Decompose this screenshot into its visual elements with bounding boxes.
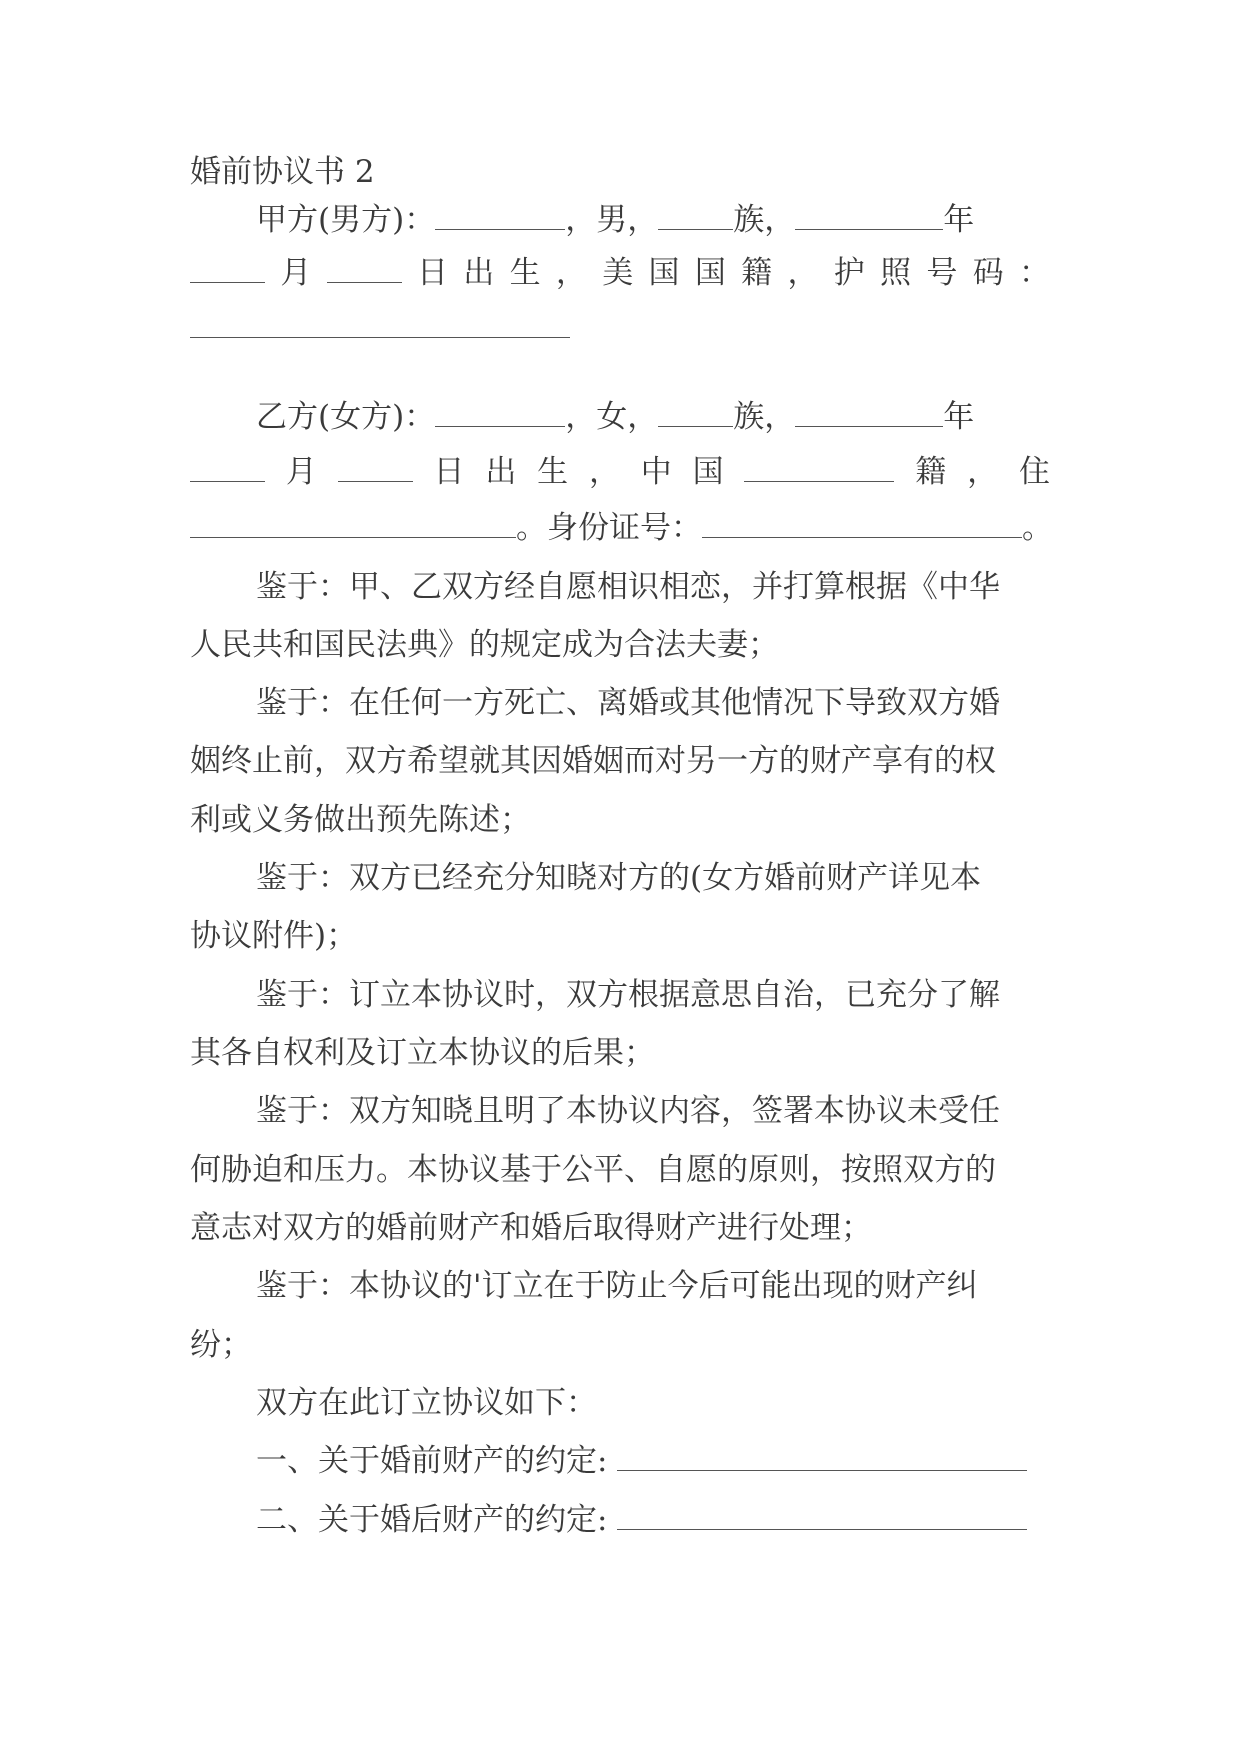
clause-1 bbox=[256, 1441, 1050, 1481]
party-a-line-1 bbox=[256, 200, 1050, 240]
party-b-tail-char: 籍 bbox=[915, 454, 947, 490]
party-b-month-label: 月 bbox=[285, 454, 317, 490]
party-b-line-2 bbox=[190, 452, 1050, 492]
party-a-label: 甲方(男方)： bbox=[256, 202, 436, 238]
whereas-6-line-2: 纷； bbox=[190, 1327, 252, 1363]
party-a-birth-char: ， bbox=[787, 255, 819, 291]
party-a-birth-char: 生 bbox=[509, 255, 541, 291]
party-b-birth-char: ， bbox=[588, 454, 620, 490]
party-a-birth-char: ， bbox=[555, 255, 587, 291]
party-b-month-blank[interactable] bbox=[190, 455, 265, 482]
party-a-name-blank[interactable] bbox=[435, 203, 565, 230]
party-b-tail-char: ， bbox=[967, 454, 999, 490]
whereas-2-line-1: 鉴于：在任何一方死亡、离婚或其他情况下导致双方婚 bbox=[256, 685, 1000, 721]
party-a-birth-char: 照 bbox=[880, 255, 912, 291]
party-a-line-2 bbox=[190, 253, 1050, 293]
whereas-5-line-1: 鉴于：双方知晓且明了本协议内容，签署本协议未受任 bbox=[256, 1093, 1000, 1129]
party-a-birth-char: ： bbox=[1019, 255, 1050, 291]
party-b-gender: ，女， bbox=[565, 399, 659, 435]
party-b-line-3 bbox=[190, 508, 1053, 548]
party-b-address-blank[interactable] bbox=[190, 511, 516, 538]
party-a-year-label: 年 bbox=[943, 202, 975, 238]
party-a-birth-char: 码 bbox=[972, 255, 1004, 291]
party-a-birth-char: 出 bbox=[463, 255, 495, 291]
party-a-line-3 bbox=[190, 308, 1050, 348]
party-b-birth-char: 出 bbox=[485, 454, 517, 490]
party-b-ethnic-label: 族， bbox=[733, 399, 796, 435]
party-a-birth-char: 国 bbox=[648, 255, 680, 291]
clause-2-label: 二、关于婚后财产的约定: bbox=[256, 1502, 608, 1538]
party-a-month-blank[interactable] bbox=[190, 256, 265, 283]
party-b-tail-char: 住 bbox=[1018, 454, 1050, 490]
whereas-4-line-1: 鉴于：订立本协议时，双方根据意思自治，已充分了解 bbox=[256, 977, 1000, 1013]
clause-1-blank[interactable] bbox=[617, 1444, 1027, 1471]
party-b-birth-char: 中 bbox=[640, 454, 672, 490]
party-a-day-blank[interactable] bbox=[327, 256, 402, 283]
whereas-3-line-2: 协议附件)； bbox=[190, 918, 358, 954]
party-b-ethnic-blank[interactable] bbox=[658, 400, 733, 427]
party-a-ethnic-label: 族， bbox=[733, 202, 796, 238]
party-a-birth-char: 国 bbox=[694, 255, 726, 291]
party-a-ethnic-blank[interactable] bbox=[658, 203, 733, 230]
whereas-4-line-2: 其各自权利及订立本协议的后果； bbox=[190, 1035, 655, 1071]
whereas-1-line-1: 鉴于：甲、乙双方经自愿相识相恋，并打算根据《中华 bbox=[256, 569, 1000, 605]
whereas-2-line-2: 姻终止前，双方希望就其因婚姻而对另一方的财产享有的权 bbox=[190, 743, 996, 779]
whereas-6-line-1: 鉴于：本协议的'订立在于防止今后可能出现的财产纠 bbox=[256, 1268, 978, 1304]
whereas-5-line-3: 意志对双方的婚前财产和婚后取得财产进行处理； bbox=[190, 1210, 872, 1246]
clause-1-label: 一、关于婚前财产的约定: bbox=[256, 1443, 608, 1479]
party-a-birth-char: 籍 bbox=[741, 255, 773, 291]
party-b-birth-char: 日 bbox=[433, 454, 465, 490]
party-b-nationality-blank[interactable] bbox=[744, 455, 894, 482]
document-title: 婚前协议书 2 bbox=[190, 154, 375, 190]
party-b-birth-char: 生 bbox=[537, 454, 569, 490]
party-b-name-blank[interactable] bbox=[435, 400, 565, 427]
party-a-month-label: 月 bbox=[280, 255, 312, 291]
party-b-id-label: 。身份证号： bbox=[516, 510, 702, 546]
party-b-birth-char: 国 bbox=[692, 454, 724, 490]
party-b-line-1 bbox=[256, 397, 1050, 437]
clause-2-blank[interactable] bbox=[617, 1503, 1027, 1530]
whereas-2-line-3: 利或义务做出预先陈述； bbox=[190, 802, 531, 838]
party-a-passport-blank[interactable] bbox=[190, 311, 570, 338]
party-a-birth-char: 日 bbox=[416, 255, 448, 291]
party-a-year-blank[interactable] bbox=[795, 203, 943, 230]
party-b-year-label: 年 bbox=[943, 399, 975, 435]
party-b-day-blank[interactable] bbox=[338, 455, 413, 482]
party-b-end: 。 bbox=[1022, 510, 1053, 546]
agreement-intro: 双方在此订立协议如下： bbox=[256, 1385, 597, 1421]
party-a-gender: ，男， bbox=[565, 202, 659, 238]
whereas-3-line-1: 鉴于：双方已经充分知晓对方的(女方婚前财产详见本 bbox=[256, 860, 982, 896]
clause-2 bbox=[256, 1500, 1050, 1540]
party-a-birth-char: 美 bbox=[602, 255, 634, 291]
party-b-year-blank[interactable] bbox=[795, 400, 943, 427]
party-b-label: 乙方(女方)： bbox=[256, 399, 436, 435]
whereas-1-line-2: 人民共和国民法典》的规定成为合法夫妻； bbox=[190, 627, 779, 663]
party-a-birth-char: 号 bbox=[926, 255, 958, 291]
party-b-id-blank[interactable] bbox=[702, 511, 1022, 538]
party-a-birth-char: 护 bbox=[833, 255, 865, 291]
whereas-5-line-2: 何胁迫和压力。本协议基于公平、自愿的原则，按照双方的 bbox=[190, 1152, 996, 1188]
